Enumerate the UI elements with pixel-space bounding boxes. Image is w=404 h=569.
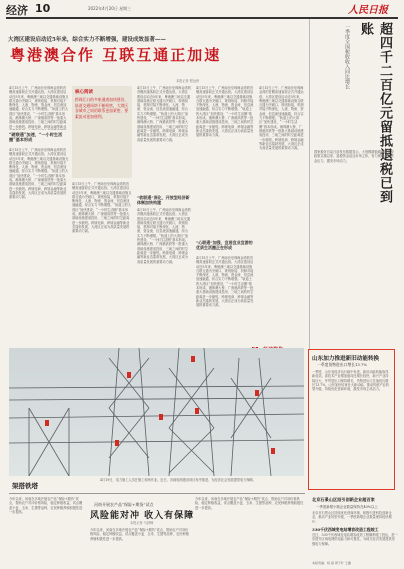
bottom-headline: 风险能对冲 收入有保障 — [90, 511, 195, 521]
photo-caption-body: 4月19日，电力施工人员在施工现场作业。近日，各地电网建设项目有序推进，为经济社会发展提供电力保障。 — [100, 478, 256, 482]
bottom-body-col-1: 今年以来，河南在多地开展农产品“保险+期货”试点，帮助农户对冲价格风险，稳定种植收益，试点覆盖小麦、玉米、生猪等品种，农民种粮养殖积极性进一步提高。 — [9, 497, 83, 514]
mid-right-body: 北京市石景山区持续优化营商环境，积极引进科技创新企业，推动产业转型升级，一季度新增企业数量保持较快增长。 — [312, 511, 392, 523]
highlight-box — [308, 349, 395, 490]
bottom-body-col-2: 今年以来，河南在多地开展农产品“保险+期货”试点，帮助农户对冲价格风险，稳定种植收益，试点覆盖小麦、玉米、生猪等品种，农民种粮养殖积极性进一步提高。 — [90, 528, 189, 541]
highlight-body: 一季度，山东省经济运行稳中有进，新旧动能转换取得新成效。高技术产业增加值同比增长较快，新兴产业持续壮大，外贸进出口保持增长，货物进出口总值同比增长13.7%。山东加快培育壮大新动能，推动传统产业转型升级，持续优化营商环境，激发市场主体活力。 — [312, 370, 390, 392]
right-top-subtitle: 一季度全国税收收入同比增长 — [344, 24, 350, 89]
date-line: 2022年4月20日 星期三 — [88, 6, 132, 11]
bottom-body-col-3: 今年以来，河南在多地开展农产品“保险+期货”试点，帮助农户对冲价格风险，稳定种植收益，试点覆盖小麦、玉米、生猪等品种，农民种粮养殖积极性进一步提高。 — [195, 497, 304, 510]
top-body-col-3: 4月15日上午，广州南沙至珠海金湾的首艘高速客轮正式开通运营。大湾区建设启动近5年来，粤港澳三地以交通基础设施互联互通为突破口，规则衔接、机制对接不断深化，人流、物流、资金流、信息流加速融通，综合实力不断增强。“轨道上的大湾区”加快建设，“一小时生活圈”基本形成。港珠澳大桥、广深港高铁等一批重大基础设施建成投用，三地之间的时空距离进一步缩短。跨境电商、跨境金融等新业态蓬勃发展，大湾区正成为高质量发展的重要动力源。 — [137, 86, 191, 142]
section-label: 经济 — [6, 4, 28, 17]
top-subhead-3: “心联通”加强，宜居宜业宜游的优质生活圈正在形成 — [196, 240, 253, 250]
top-body-col-4: 4月15日上午，广州南沙至珠海金湾的首艘高速客轮正式开通运营。大湾区建设启动近5年来，粤港澳三地以交通基础设施互联互通为突破口，规则衔接、机制对接不断深化，人流、物流、资金流、信息流加速融通，综合实力不断增强。“轨道上的大湾区”加快建设，“一小时生活圈”基本形成。港珠澳大桥、广深港高铁等一批重大基础设施建成投用，三地之间的时空距离进一步缩短。跨境电商、跨境金融等新业态蓬勃发展，大湾区正成为高质量发展的重要动力源。 — [196, 86, 254, 138]
top-body-col-4b: 4月15日上午，广州南沙至珠海金湾的首艘高速客轮正式开通运营。大湾区建设启动近5年来，粤港澳三地以交通基础设施互联互通为突破口，规则衔接、机制对接不断深化，人流、物流、资金流、信息流加速融通，综合实力不断增强。“轨道上的大湾区”加快建设，“一小时生活圈”基本形成。港珠澳大桥、广深港高铁等一批重大基础设施建成投用，三地之间的时空距离进一步缩短。跨境电商、跨境金融等新业态蓬勃发展，大湾区正成为高质量发展的重要动力源。 — [196, 256, 254, 308]
top-body-col-5: 4月15日上午，广州南沙至珠海金湾的首艘高速客轮正式开通运营。大湾区建设启动近5年来，粤港澳三地以交通基础设施互联互通为突破口，规则衔接、机制对接不断深化，人流、物流、资金流、信息流加速融通，综合实力不断增强。“轨道上的大湾区”加快建设，“一小时生活圈”基本形成。港珠澳大桥、广深港高铁等一批重大基础设施建成投用，三地之间的时空距离进一步缩短。跨境电商、跨境金融等新业态蓬勃发展，大湾区正成为高质量发展的重要动力源。 — [259, 86, 304, 151]
mid-right-subtitle: 一季度新增小微企业数量保持在40%以上 — [316, 505, 378, 509]
bottom-kicker: 河南开展农产品“保险+期货”试点 — [94, 502, 154, 507]
top-byline: 本报记者 程远州 — [176, 79, 200, 83]
right-top-body: 国家税务总局日前发布数据显示，大规模增值税留抵退税政策实施以来，退税资金直达市场主体，有力缓解企业资金压力，激发市场活力。 — [314, 150, 394, 163]
page-footer: 本版责编：杨 颖 周子叶 王鑫 — [312, 561, 351, 565]
top-body-col-1b: 4月15日上午，广州南沙至珠海金湾的首艘高速客轮正式开通运营。大湾区建设启动近5年来，粤港澳三地以交通基础设施互联互通为突破口，规则衔接、机制对接不断深化，人流、物流、资金流、信息流加速融通，综合实力不断增强。“轨道上的大湾区”加快建设，“一小时生活圈”基本形成。港珠澳大桥、广深港高铁等一批重大基础设施建成投用，三地之间的时空距离进一步缩短。跨境电商、跨境金融等新业态蓬勃发展，大湾区正成为高质量发展的重要动力源。 — [9, 148, 69, 200]
sidebar-body: 跨珠江口的多座通道加快建设，轨道交通网络不断织密，大湾区各城市之间的联系更加紧密，要素流动更加便利。 — [75, 97, 129, 119]
top-kicker: 大湾区建设启动近5年来，综合实力不断增强，建设成效显著—— — [8, 37, 166, 43]
bottom-divider — [9, 493, 305, 494]
photo-caption-title: 架搭铁塔 — [12, 482, 38, 490]
highlight-subtitle: 一季度货物进出口增长13.7% — [317, 362, 368, 367]
highlight-headline: 山东加力推进新旧动能转换 — [312, 356, 380, 362]
top-body-col-1: 4月15日上午，广州南沙至珠海金湾的首艘高速客轮正式开通运营。大湾区建设启动近5年来，粤港澳三地以交通基础设施互联互通为突破口，规则衔接、机制对接不断深化，人流、物流、资金流、信息流加速融通，综合实力不断增强。“轨道上的大湾区”加快建设，“一小时生活圈”基本形成。港珠澳大桥、广深港高铁等一批重大基础设施建成投用，三地之间的时空距离进一步缩短。跨境电商、跨境金融等新业 — [9, 86, 69, 129]
right-top-rule — [309, 19, 310, 349]
sidebar-title: 核心阅读 — [75, 90, 93, 95]
top-body-col-3b: 4月15日上午，广州南沙至珠海金湾的首艘高速客轮正式开通运营。大湾区建设启动近5年来，粤港澳三地以交通基础设施互联互通为突破口，规则衔接、机制对接不断深化，人流、物流、资金流、信息流加速融通，综合实力不断增强。“轨道上的大湾区”加快建设，“一小时生活圈”基本形成。港珠澳大桥、广深港高铁等一批重大基础设施建成投用，三地之间的时空距离进一步缩短。跨境电商、跨境金融等新业态蓬勃发展，大湾区正成为高质量发展的重要动力源。 — [137, 208, 191, 264]
bottom-right-headline: 330千伏西域变电站增容改造工程竣工 — [312, 527, 379, 532]
top-subhead-2: “软联通”深化，开放型经济新体制加快构建 — [137, 195, 190, 205]
tower-illustration — [9, 348, 304, 476]
page-number: 10 — [35, 2, 51, 15]
bottom-right-body: 近日，330千伏西域变电站增容改造工程顺利竣工投运，进一步提升区域电网供电能力和可靠性，为地方经济发展提供坚强电力保障。 — [312, 533, 398, 546]
masthead: 人民日报 — [348, 5, 388, 16]
top-headline: 粤港澳合作 互联互通正加速 — [10, 46, 222, 64]
photo-tower — [9, 348, 304, 476]
header-rule — [6, 17, 398, 19]
top-body-col-2: 4月15日上午，广州南沙至珠海金湾的首艘高速客轮正式开通运营。大湾区建设启动近5年来，粤港澳三地以交通基础设施互联互通为突破口，规则衔接、机制对接不断深化，人流、物流、资金流、信息流加速融通，综合实力不断增强。“轨道上的大湾区”加快建设，“一小时生活圈”基本形成。港珠澳大桥、广深港高铁等一批重大基础设施建成投用，三地之间的时空距离进一步缩短。跨境电商、跨境金融等新业态蓬勃发展，大湾区正成为高质量发展的重要动力源。 — [72, 182, 132, 234]
page-header — [0, 0, 404, 17]
column-tag — [252, 339, 283, 347]
mid-right-headline: 北京石景山区招引创新企业超百家 — [312, 497, 375, 502]
sidebar-box — [72, 86, 132, 178]
top-subhead-1: “硬联通”加速，“一小时生活圈”基本形成 — [9, 132, 63, 142]
right-top-headline: 超四千二百亿元留抵退税已到账 — [358, 22, 392, 204]
bottom-byline: 本报记者 马跃峰 — [130, 521, 154, 525]
